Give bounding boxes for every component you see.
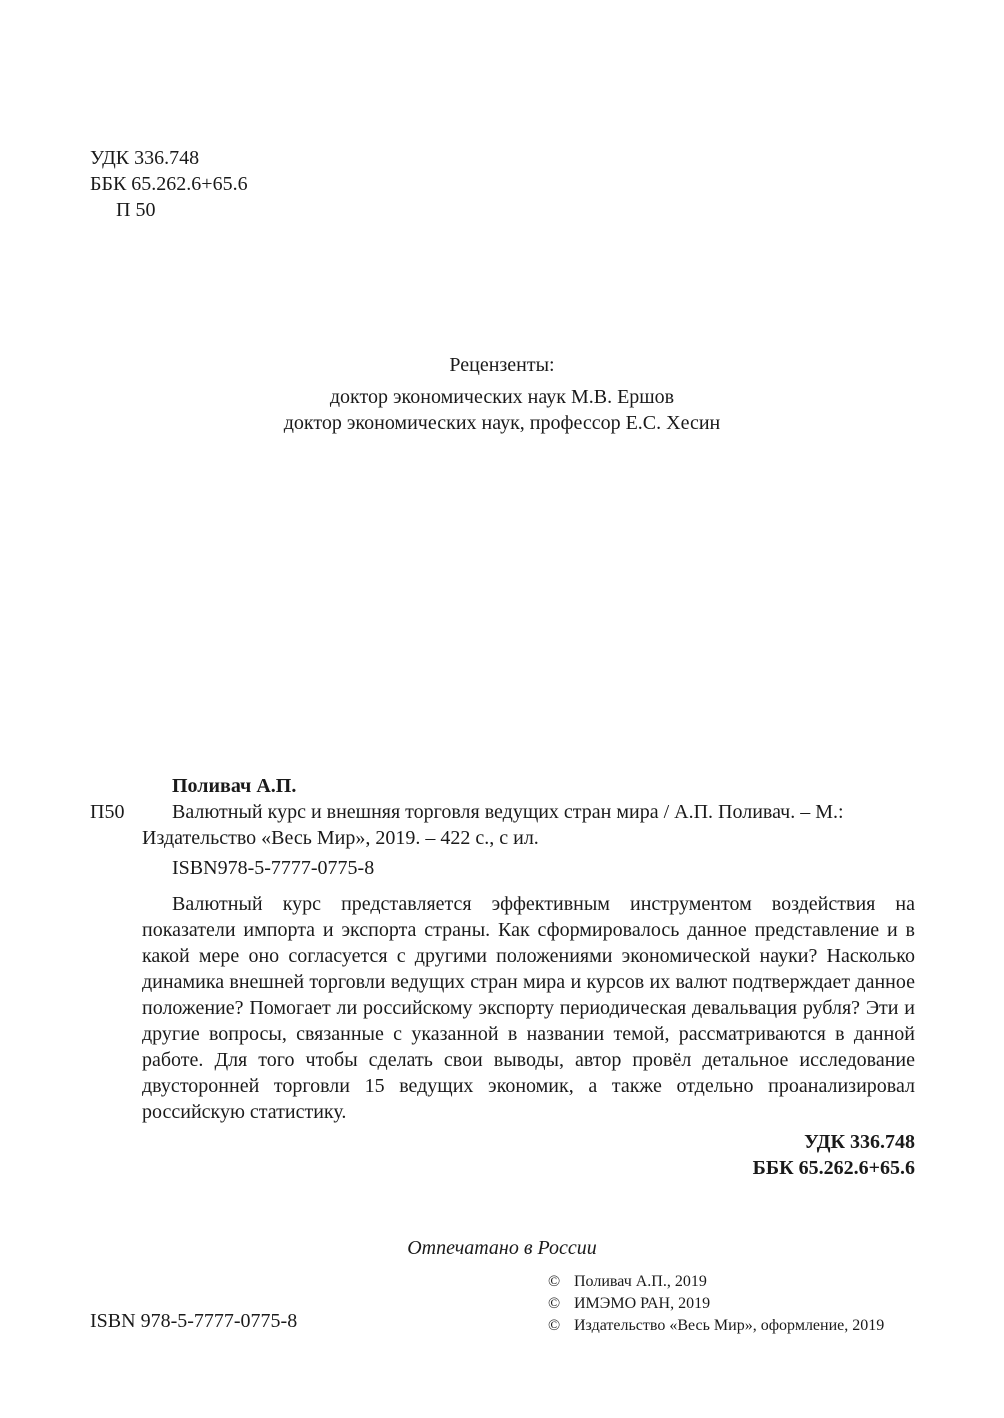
- reviewers-title: Рецензенты:: [449, 354, 555, 376]
- copyright-icon: ©: [548, 1273, 561, 1290]
- copyright-icon: ©: [548, 1295, 561, 1312]
- author-code: П 50: [116, 199, 156, 221]
- reviewer-1: доктор экономических наук М.В. Ершов: [329, 386, 675, 408]
- printed-in: Отпечатано в России: [407, 1237, 597, 1259]
- bbk-code: ББК 65.262.6+65.6: [90, 173, 248, 195]
- copyright-text: Издательство «Весь Мир», оформление, 2019: [574, 1317, 885, 1334]
- entry-isbn: ISBN978-5-7777-0775-8: [172, 857, 375, 879]
- copyright-item: [548, 1271, 884, 1293]
- copyright-text: Поливач А.П., 2019: [574, 1273, 707, 1290]
- udk-code: УДК 336.748: [90, 147, 200, 169]
- annotation-text: Валютный курс представляется эффективным инструментом воздействия на показатели импорта и экспорта страны. Как сформировалось данное представление и в какой мере оно согласуется с другими положениями экономической науки? Насколько динамика внешней торговли ведущих стран мира и курсов их валют подтверждает данное положение? Помогает ли российскому экспорту периодическая девальвация рубля? Эти и другие вопросы, связанные с указанной в названии темой, рассматриваются в данной работе. Для того чтобы сделать свои выводы, автор провёл детальное исследование двусторонней торговли 15 ведущих экономик, а также отдельно проанализировал российскую статистику.: [142, 893, 915, 1123]
- entry-udk: УДК 336.748: [804, 1131, 915, 1153]
- entry-code: П50: [90, 801, 125, 823]
- copyright-list: [548, 1271, 884, 1337]
- catalog-entry: [90, 773, 915, 1181]
- copyright-item: [548, 1293, 884, 1315]
- isbn-bottom: ISBN 978-5-7777-0775-8: [90, 1310, 298, 1332]
- classification-block: [90, 145, 248, 223]
- reviewers-block: [0, 352, 1004, 436]
- copyright-icon: ©: [548, 1317, 561, 1334]
- bibliographic-line-1: Валютный курс и внешняя торговля ведущих стран мира / А.П. Поливач. – М.:: [172, 801, 844, 823]
- entry-author: Поливач А.П.: [172, 775, 297, 797]
- reviewer-2: доктор экономических наук, профессор Е.С. Хесин: [283, 412, 721, 434]
- entry-bbk: ББК 65.262.6+65.6: [752, 1157, 915, 1179]
- copyright-text: ИМЭМО РАН, 2019: [574, 1295, 711, 1312]
- copyright-item: [548, 1315, 884, 1337]
- entry-codes: [90, 1129, 915, 1181]
- bibliographic-line-2: Издательство «Весь Мир», 2019. – 422 с., с ил.: [142, 827, 539, 849]
